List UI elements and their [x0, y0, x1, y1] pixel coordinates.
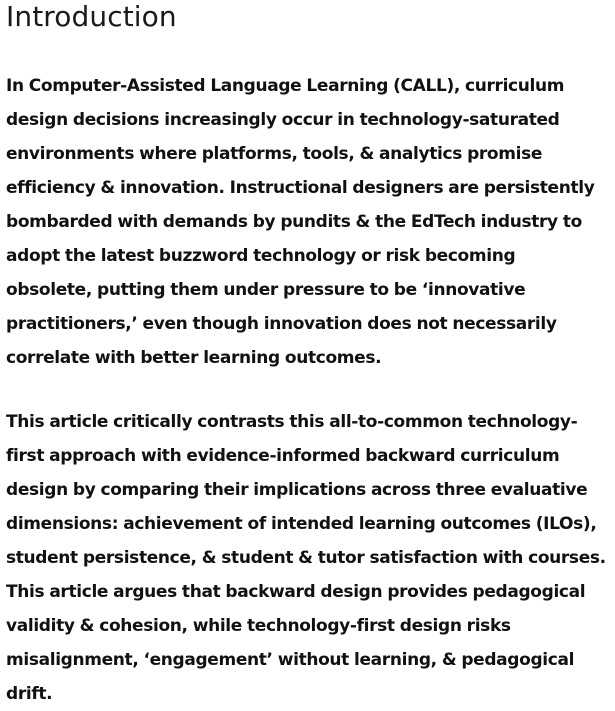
paragraph-line: misalignment, ‘engagement’ without learning, & pedagogical: [6, 650, 575, 670]
paragraph-line: adopt the latest buzzword technology or risk becoming: [6, 246, 516, 266]
paragraph-line: obsolete, putting them under pressure to be ‘innovative: [6, 280, 526, 300]
paragraph-line: correlate with better learning outcomes.: [6, 348, 382, 368]
paragraph-line: In Computer-Assisted Language Learning (CALL), curriculum: [6, 76, 565, 96]
section-heading: Introduction: [6, 0, 177, 33]
paragraph-line: drift.: [6, 684, 53, 704]
paragraph-line: validity & cohesion, while technology-first design risks: [6, 616, 511, 636]
paragraph-line: practitioners,’ even though innovation does not necessarily: [6, 314, 557, 334]
paragraph-line: student persistence, & student & tutor satisfaction with courses.: [6, 548, 606, 568]
intro-paragraph-1: [6, 69, 615, 375]
paragraph-line: dimensions: achievement of intended learning outcomes (ILOs),: [6, 514, 597, 534]
paragraph-line: This article critically contrasts this all-to-common technology-: [6, 412, 578, 432]
paragraph-line: environments where platforms, tools, & analytics promise: [6, 144, 543, 164]
paragraph-line: design decisions increasingly occur in technology-saturated: [6, 110, 560, 130]
paragraph-line: This article argues that backward design provides pedagogical: [6, 582, 586, 602]
paragraph-line: bombarded with demands by pundits & the EdTech industry to: [6, 212, 582, 232]
intro-paragraph-2: [6, 405, 615, 711]
paragraph-line: first approach with evidence-informed backward curriculum: [6, 446, 560, 466]
paragraph-line: efficiency & innovation. Instructional designers are persistently: [6, 178, 595, 198]
paragraph-line: design by comparing their implications across three evaluative: [6, 480, 588, 500]
